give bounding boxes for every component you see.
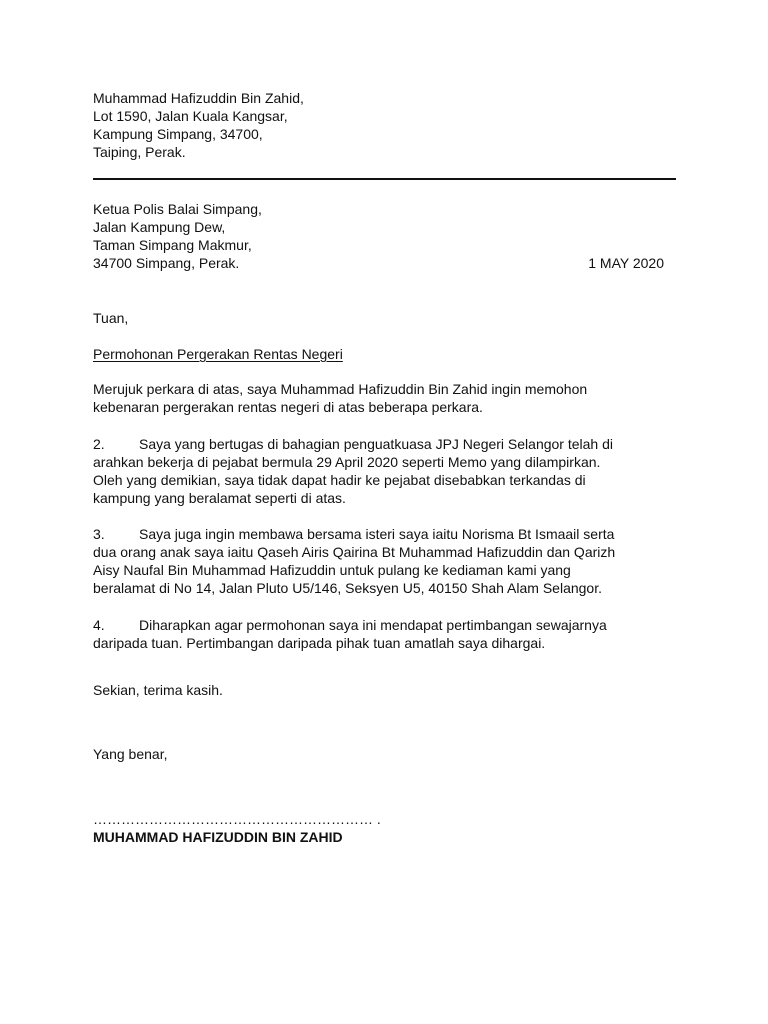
signoff-line: Yang benar, [93, 746, 168, 762]
sender-address-line-2: Kampung Simpang, 34700, [93, 126, 263, 142]
paragraph-4-number: 4. [93, 617, 105, 633]
recipient-line-3: Taman Simpang Makmur, [93, 237, 252, 253]
recipient-line-4: 34700 Simpang, Perak. [93, 255, 240, 271]
salutation: Tuan, [93, 310, 129, 326]
recipient-line-1: Ketua Polis Balai Simpang, [93, 201, 262, 217]
signature-block [93, 810, 677, 846]
paragraph-3-first-line [93, 525, 677, 543]
header-divider [93, 178, 676, 180]
sender-address-line-1: Lot 1590, Jalan Kuala Kangsar, [93, 108, 288, 124]
paragraph-2-line-2: arahkan bekerja di pejabat bermula 29 April 2020 seperti Memo yang dilampirkan. [93, 454, 601, 470]
signature-dotted-line: …………………………………………………… . [93, 811, 381, 827]
letter-date: 1 MAY 2020 [588, 255, 664, 271]
paragraph-1-line-2: kebenaran pergerakan rentas negeri di atas beberapa perkara. [93, 399, 483, 415]
subject-line [93, 345, 677, 363]
paragraph-2 [93, 435, 677, 507]
closing-line: Sekian, terima kasih. [93, 682, 223, 698]
paragraph-3-number: 3. [93, 526, 105, 542]
paragraph-2-line-1: Saya yang bertugas di bahagian penguatkuasa JPJ Negeri Selangor telah di [139, 436, 613, 452]
paragraph-1-line-1: Merujuk perkara di atas, saya Muhammad Hafizuddin Bin Zahid ingin memohon [93, 381, 588, 397]
paragraph-4 [93, 616, 677, 652]
paragraph-1 [93, 380, 677, 416]
paragraph-3-line-1: Saya juga ingin membawa bersama isteri saya iaitu Norisma Bt Ismaail serta [139, 526, 615, 542]
paragraph-4-first-line [93, 616, 677, 634]
paragraph-2-line-4: kampung yang beralamat seperti di atas. [93, 490, 346, 506]
paragraph-4-line-2: daripada tuan. Pertimbangan daripada pihak tuan amatlah saya dihargai. [93, 635, 546, 651]
subject-text: Permohonan Pergerakan Rentas Negeri [93, 346, 343, 362]
paragraph-2-line-3: Oleh yang demikian, saya tidak dapat hadir ke pejabat disebabkan terkandas di [93, 472, 586, 488]
paragraph-3-line-4: beralamat di No 14, Jalan Pluto U5/146, Seksyen U5, 40150 Shah Alam Selangor. [93, 580, 602, 596]
paragraph-3-line-2: dua orang anak saya iaitu Qaseh Airis Qairina Bt Muhammad Hafizuddin dan Qarizh [93, 544, 616, 560]
sender-address-line-3: Taiping, Perak. [93, 144, 186, 160]
paragraph-4-line-1: Diharapkan agar permohonan saya ini mendapat pertimbangan sewajarnya [139, 617, 607, 633]
paragraph-2-first-line [93, 435, 677, 453]
signature-name: MUHAMMAD HAFIZUDDIN BIN ZAHID [93, 829, 343, 845]
paragraph-3 [93, 525, 677, 597]
sender-address [93, 89, 677, 161]
paragraph-2-number: 2. [93, 436, 105, 452]
sender-name-line: Muhammad Hafizuddin Bin Zahid, [93, 90, 304, 106]
paragraph-3-line-3: Aisy Naufal Bin Muhammad Hafizuddin untuk pulang ke kediaman kami yang [93, 562, 571, 578]
recipient-line-2: Jalan Kampung Dew, [93, 219, 226, 235]
